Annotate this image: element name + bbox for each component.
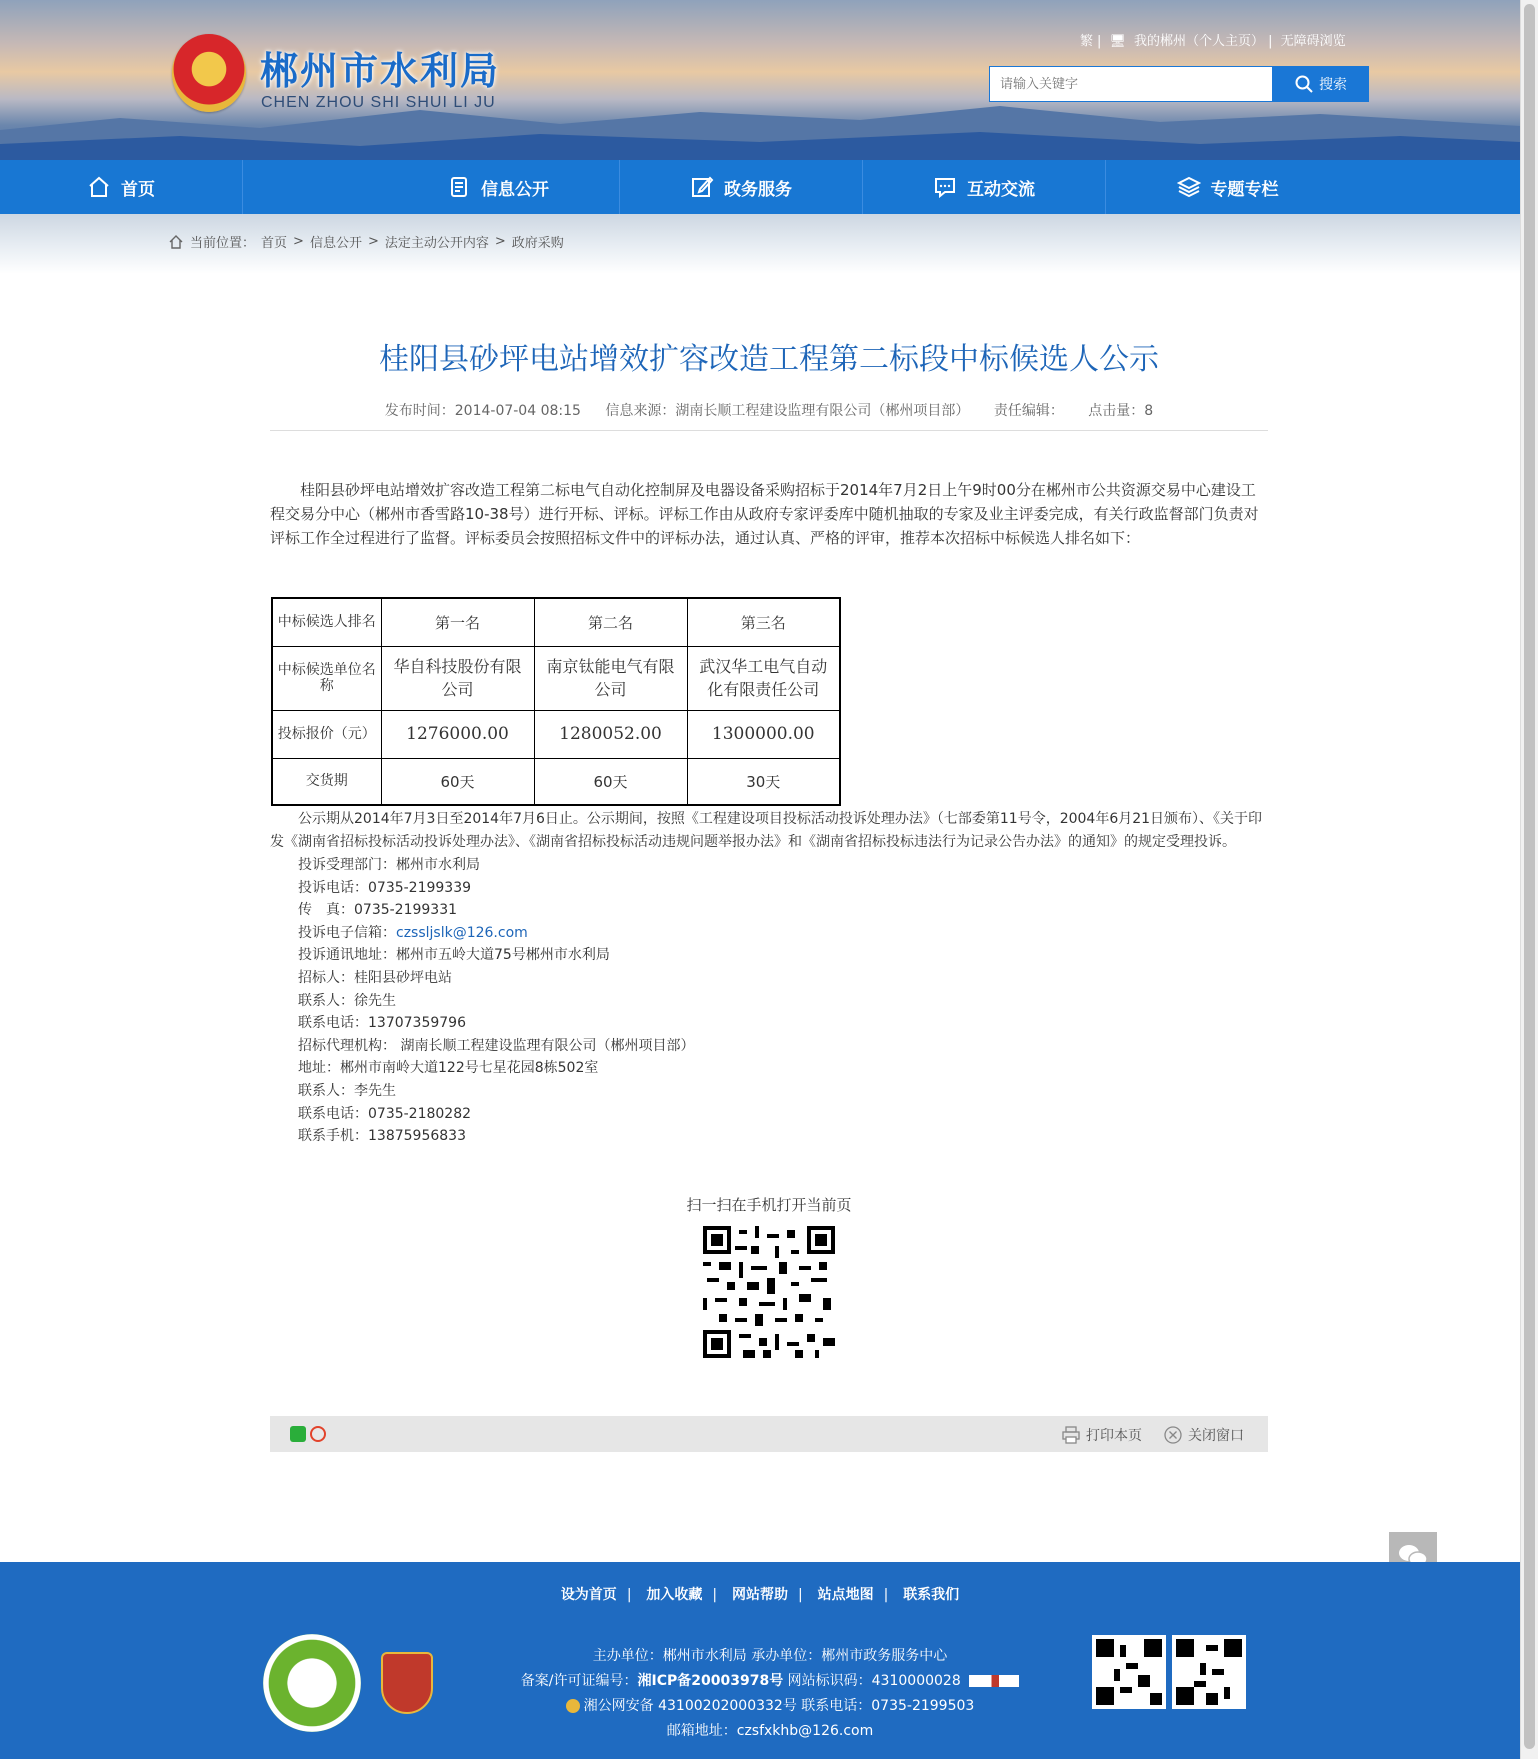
contact-row <box>298 899 694 922</box>
nav-item-gov-service[interactable] <box>620 160 863 214</box>
contact-row <box>298 877 694 900</box>
editor: 责任编辑： <box>993 403 1064 419</box>
info-source: 信息来源：湖南长顺工程建设监理有限公司（郴州项目部） <box>605 403 970 419</box>
nav-item-interaction[interactable] <box>863 160 1106 214</box>
footer-sponsor: 主办单位：郴州市水利局 承办单位：郴州市政务服务中心 <box>592 1648 948 1664</box>
site-title[interactable]: 郴州市水利局 <box>260 49 501 93</box>
close-label: 关闭窗口 <box>1188 1428 1244 1444</box>
footer-email: 邮箱地址：czsfxkhb@126.com <box>666 1723 874 1739</box>
footer-qr-code-2 <box>1172 1635 1246 1709</box>
footer-link-set-home[interactable]: 设为首页 <box>560 1587 617 1603</box>
price-cell: 1276000.00 <box>381 710 534 758</box>
footer-link-bookmark[interactable]: 加入收藏 <box>646 1587 703 1603</box>
contact-label: 联系人： <box>298 992 354 1009</box>
search-input[interactable] <box>989 66 1273 102</box>
table-row <box>272 710 840 758</box>
contact-label: 传 真： <box>298 902 354 919</box>
party-gov-badge[interactable] <box>381 1652 433 1714</box>
row-label: 中标候选人排名 <box>272 598 381 646</box>
contact-value: 13707359796 <box>368 1015 466 1032</box>
wechat-share-icon[interactable] <box>290 1426 306 1442</box>
contact-value: 0735-2180282 <box>368 1105 472 1122</box>
civilized-website-badge[interactable] <box>263 1634 361 1732</box>
qr-caption: 扫一扫在手机打开当前页 <box>686 1196 852 1214</box>
breadcrumb-separator: > <box>367 234 379 249</box>
icp-label: 备案/许可证编号： <box>520 1673 638 1689</box>
monitor-icon: 🖥 <box>1109 34 1127 49</box>
site-id: 网站标识码：4310000028 <box>783 1673 961 1689</box>
contact-value: 0735-2199339 <box>368 879 472 896</box>
contact-value: 徐先生 <box>354 992 396 1009</box>
nav-item-info-disclosure[interactable] <box>377 160 620 214</box>
contact-label: 投诉电子信箱： <box>298 924 396 941</box>
print-button[interactable] <box>1062 1425 1142 1445</box>
price-cell: 1300000.00 <box>687 710 840 758</box>
article-meta <box>270 400 1268 420</box>
contact-label: 招标人： <box>298 969 354 986</box>
nav-label: 信息公开 <box>481 179 549 200</box>
site-footer <box>0 1562 1520 1759</box>
contact-value: 桂阳县砂坪电站 <box>354 969 452 986</box>
divider <box>270 430 1268 431</box>
breadcrumb-prefix: 当前位置： <box>190 236 256 251</box>
nav-item-special-topics[interactable] <box>1106 160 1349 214</box>
layers-icon <box>1177 175 1201 199</box>
traditional-chinese-link[interactable]: 繁 <box>1080 34 1094 49</box>
accessibility-link[interactable]: 无障碍浏览 <box>1280 34 1346 49</box>
icp-link[interactable]: 湘ICP备20003978号 <box>637 1673 784 1689</box>
site-subtitle: CHEN ZHOU SHI SHUI LI JU <box>261 94 496 111</box>
table-row <box>272 598 840 646</box>
contact-value: 郴州市南岭大道122号七星花园8栋502室 <box>340 1060 599 1077</box>
footer-link-help[interactable]: 网站帮助 <box>732 1587 788 1603</box>
share-icons <box>290 1426 326 1442</box>
company-cell: 华自科技股份有限公司 <box>381 646 534 710</box>
qr-code-icon <box>1096 1639 1162 1705</box>
rank-cell: 第二名 <box>534 598 687 646</box>
footer-info <box>470 1644 1070 1744</box>
contact-label: 联系电话： <box>298 1015 368 1032</box>
table-row <box>272 758 840 805</box>
contact-value: 0735-2199331 <box>354 902 458 919</box>
article-intro: 桂阳县砂坪电站增效扩容改造工程第二标电气自动化控制屏及电器设备采购招标于2014年7月2日上午9时00分在郴州市公共资源交易中心建设工程交易分中心（郴州市香雪路10-38号）进行开标、评标。评标工作由从政府专家评委库中随机抽取的专家及业主评委完成，有关行政监督部门负责对评标工作全过程进行了监督。评标委员会按照招标文件中的评标办法，通过认真、严格的评审，推荐本次招标中标候选人排名如下： <box>270 481 1259 547</box>
delivery-cell: 60天 <box>381 758 534 805</box>
contact-label: 联系人： <box>298 1082 354 1099</box>
table-row <box>272 646 840 710</box>
delivery-cell: 60天 <box>534 758 687 805</box>
nav-label: 互动交流 <box>967 179 1035 200</box>
national-emblem-icon <box>172 34 246 112</box>
qr-code-icon <box>1176 1639 1242 1705</box>
rank-cell: 第一名 <box>381 598 534 646</box>
share-bar <box>270 1416 1268 1452</box>
search-button-label: 搜索 <box>1319 77 1347 93</box>
price-cell: 1280052.00 <box>534 710 687 758</box>
contact-value: 李先生 <box>354 1082 396 1099</box>
contact-row <box>298 1057 694 1080</box>
footer-links: 设为首页 | 加入收藏 | 网站帮助 | 站点地图 | 联系我们 <box>560 1587 960 1603</box>
contact-label: 投诉电话： <box>298 879 368 896</box>
home-icon <box>168 234 184 250</box>
close-icon <box>1164 1426 1182 1444</box>
contact-value: 郴州市五岭大道75号郴州市水利局 <box>396 947 610 964</box>
page-qr-code <box>703 1226 835 1358</box>
contact-list <box>298 854 694 1148</box>
contact-row <box>298 1080 694 1103</box>
rank-cell: 第三名 <box>687 598 840 646</box>
footer-link-sitemap[interactable]: 站点地图 <box>817 1587 874 1603</box>
footer-police-line <box>470 1694 1070 1719</box>
row-label: 中标候选单位名称 <box>272 646 381 710</box>
breadcrumb <box>168 232 564 251</box>
contact-row <box>298 1035 694 1058</box>
breadcrumb-separator: > <box>293 234 304 249</box>
contact-row <box>298 967 694 990</box>
edit-icon <box>690 175 714 199</box>
hit-count: 点击量：8 <box>1088 403 1154 419</box>
my-chenzhou-link[interactable]: 我的郴州（个人主页） <box>1134 34 1265 49</box>
breadcrumb-item-info[interactable]: 信息公开 <box>309 236 362 251</box>
weibo-share-icon[interactable] <box>310 1426 326 1442</box>
breadcrumb-item-statutory[interactable]: 法定主动公开内容 <box>384 236 489 251</box>
nav-item-home[interactable] <box>0 160 243 214</box>
footer-qr-code-1 <box>1092 1635 1166 1709</box>
contact-label: 联系手机： <box>298 1128 368 1145</box>
nav-label: 首页 <box>121 179 155 200</box>
delivery-cell: 30天 <box>687 758 840 805</box>
chat-icon <box>933 175 957 199</box>
close-window-button[interactable] <box>1164 1425 1244 1445</box>
police-record[interactable]: 湘公网安备 43100202000332号 联系电话：0735-2199503 <box>583 1698 975 1714</box>
company-cell: 南京钛能电气有限公司 <box>534 646 687 710</box>
article-title: 桂阳县砂坪电站增效扩容改造工程第二标段中标候选人公示 <box>379 342 1159 377</box>
print-label: 打印本页 <box>1086 1428 1142 1444</box>
contact-label: 投诉受理部门： <box>298 857 396 873</box>
row-label: 投标报价（元） <box>272 710 381 758</box>
breadcrumb-separator: > <box>494 234 506 249</box>
contact-row <box>298 990 694 1013</box>
scrollbar-thumb[interactable] <box>1524 4 1535 1749</box>
bid-candidates-table <box>271 597 841 806</box>
search-icon <box>1295 75 1313 93</box>
contact-row <box>298 944 694 967</box>
top-links: 繁 | 🖥 我的郴州（个人主页） | 无障碍浏览 <box>1080 34 1346 49</box>
contact-row <box>298 1012 694 1035</box>
row-label: 交货期 <box>272 758 381 805</box>
main-nav <box>0 160 1520 214</box>
contact-row <box>298 1125 694 1148</box>
printer-icon <box>1062 1426 1080 1444</box>
contact-row <box>298 1103 694 1126</box>
breadcrumb-item-procurement[interactable]: 政府采购 <box>511 236 564 251</box>
search-button[interactable] <box>1273 66 1369 102</box>
page-scrollbar[interactable] <box>1520 0 1538 1759</box>
cn22-flag-icon <box>969 1675 1019 1687</box>
nav-label: 政务服务 <box>724 179 792 200</box>
contact-value: 13875956833 <box>368 1128 466 1145</box>
footer-link-contact[interactable]: 联系我们 <box>903 1587 960 1603</box>
publicity-notice: 公示期从2014年7月3日至2014年7月6日止。公示期间，按照《工程建设项目投标活动投诉处理办法》（七部委第11号令，2004年6月21日颁布）、《关于印发《湖南省招标投标活动投诉处理办法》、《湖南省招标投标活动违规问题举报办法》和《湖南省招标投标违法行为记录公告办法》的通知》的规定受理投诉。 <box>270 811 1263 850</box>
home-icon <box>87 175 111 199</box>
contact-value: 湖南长顺工程建设监理有限公司（郴州项目部） <box>396 1037 695 1054</box>
breadcrumb-item-home[interactable]: 首页 <box>261 236 288 251</box>
contact-value: 郴州市水利局 <box>396 857 480 873</box>
company-cell: 武汉华工电气自动化有限责任公司 <box>687 646 840 710</box>
document-icon <box>447 175 471 199</box>
contact-row <box>298 854 694 877</box>
police-badge-icon <box>566 1699 580 1713</box>
publish-time: 发布时间：2014-07-04 08:15 <box>384 403 581 419</box>
complaint-email-link[interactable]: czssljslk@126.com <box>396 924 528 941</box>
search-box <box>989 66 1369 102</box>
nav-label: 专题专栏 <box>1210 179 1279 200</box>
contact-label: 投诉通讯地址： <box>298 947 396 964</box>
contact-label: 招标代理机构： <box>298 1037 396 1054</box>
contact-label: 联系电话： <box>298 1105 368 1122</box>
footer-icp-line <box>470 1669 1070 1694</box>
contact-row <box>298 922 694 945</box>
contact-label: 地址： <box>298 1060 340 1077</box>
